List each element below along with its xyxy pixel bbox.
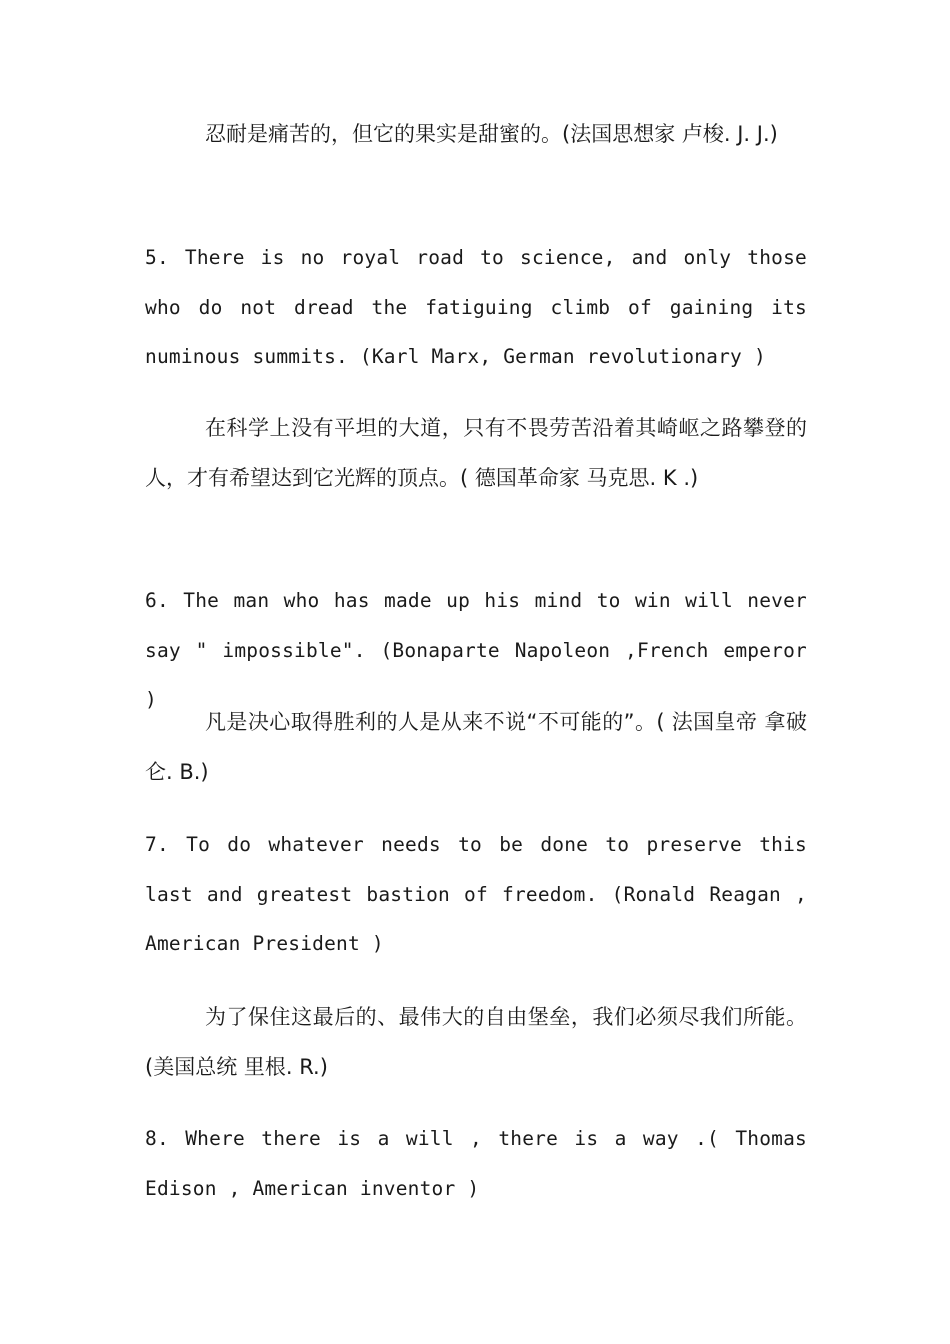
quote-rousseau-chinese: 忍耐是痛苦的，但它的果实是甜蜜的。(法国思想家 卢梭. J. J.) [205, 122, 778, 146]
quote-reagan-english: 7. To do whatever needs to be done to preserve this last and greatest bastion of freedom. (Ronald Reagan , American President ) [145, 833, 807, 955]
quote-reagan-chinese: 为了保住这最后的、最伟大的自由堡垒，我们必须尽我们所能。(美国总统 里根. R.) [145, 1005, 807, 1079]
quote-marx-english: 5. There is no royal road to science, and only those who do not dread the fatiguing climb of gaining its numinous summits. (Karl Marx, German revolutionary ) [145, 246, 807, 368]
quote-napoleon-chinese: 凡是决心取得胜利的人是从来不说“不可能的”。( 法国皇帝 拿破仑. B.) [145, 710, 807, 784]
quote-edison-english: 8. Where there is a will , there is a way .( Thomas Edison , American inventor ) [145, 1127, 807, 1200]
quote-marx-chinese: 在科学上没有平坦的大道，只有不畏劳苦沿着其崎岖之路攀登的人，才有希望达到它光辉的顶点。( 德国革命家 马克思. K .) [145, 416, 807, 490]
quote-napoleon-english: 6. The man who has made up his mind to win will never say " impossible". (Bonaparte Napoleon ,French emperor ) [145, 589, 807, 711]
